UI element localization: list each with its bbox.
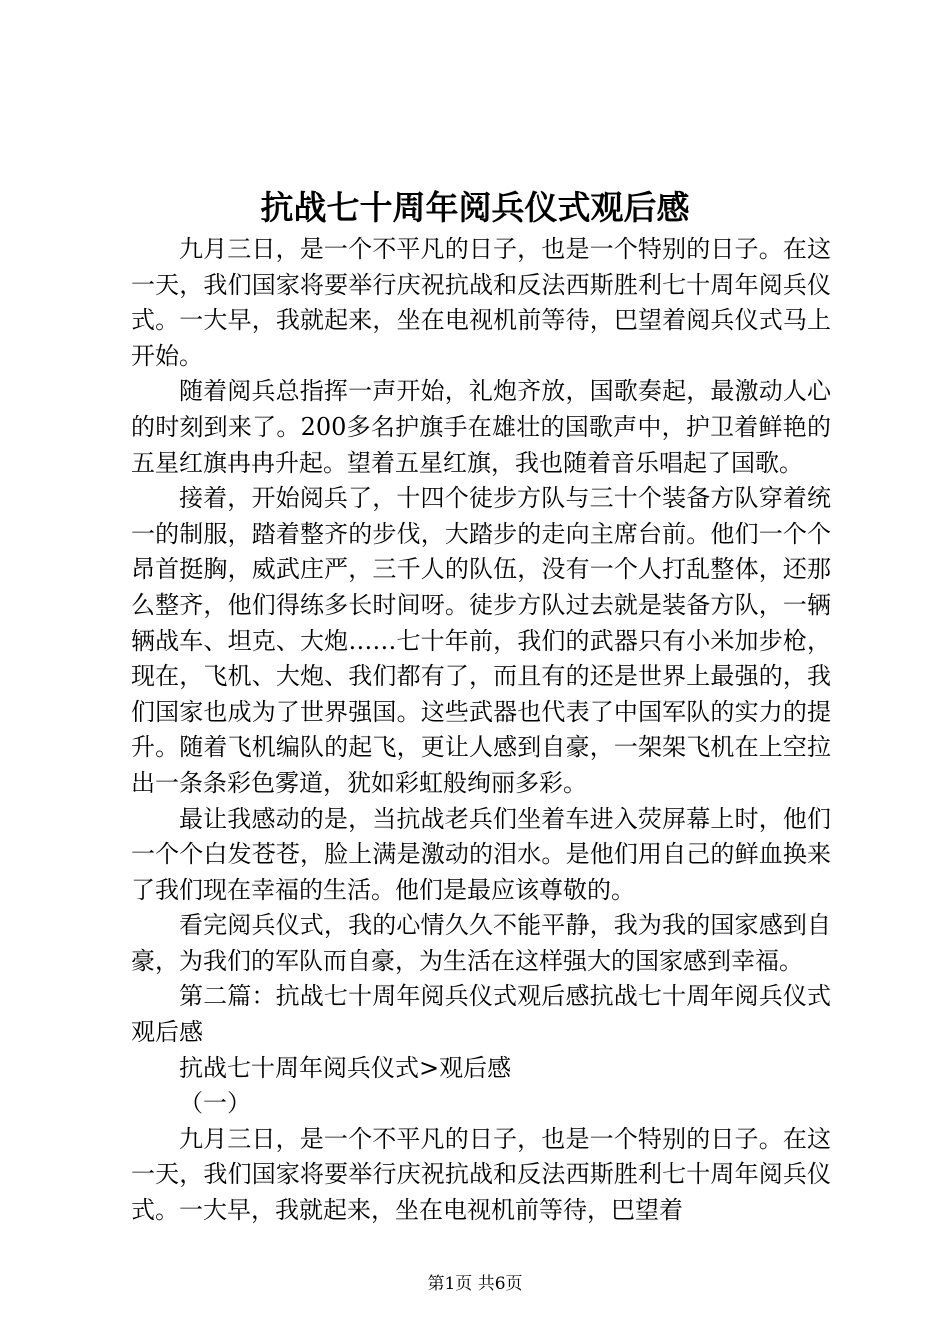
section-marker: （一） — [179, 1089, 251, 1118]
document-title: 抗战七十周年阅兵仪式观后感 — [260, 188, 690, 227]
second-article-heading: 第二篇：抗战七十周年阅兵仪式观后感抗战七十周年阅兵仪式观后感 — [131, 982, 831, 1047]
paragraph-5: 看完阅兵仪式，我的心情久久不能平静，我为我的国家感到自豪，为我们的军队而自豪，为生活在这样强大的国家感到幸福。 — [131, 911, 831, 975]
paragraph-1: 九月三日，是一个不平凡的日子，也是一个特别的日子。在这一天，我们国家将要举行庆祝抗战和反法西斯胜利七十周年阅兵仪式。一大早，我就起来，坐在电视机前等待，巴望着阅兵仪式马上开始。 — [131, 235, 831, 370]
paragraph-final: 九月三日，是一个不平凡的日子，也是一个特别的日子。在这一天，我们国家将要举行庆祝抗战和反法西斯胜利七十周年阅兵仪式。一大早，我就起来，坐在电视机前等待，巴望着 — [131, 1124, 831, 1225]
paragraph-2: 随着阅兵总指挥一声开始，礼炮齐放，国歌奏起，最激动人心的时刻到来了。200多名护旗手在雄壮的国歌声中，护卫着鲜艳的五星红旗冉冉升起。望着五星红旗，我也随着音乐唱起了国歌。 — [131, 377, 831, 477]
paragraph-3: 接着，开始阅兵了，十四个徒步方队与三十个装备方队穿着统一的制服，踏着整齐的步伐，大踏步的走向主席台前。他们一个个昂首挺胸，威武庄严，三千人的队伍，没有一个人打乱整体，还那么整齐，他们得练多长时间呀。徒步方队过去就是装备方队，一辆辆战车、坦克、大炮……七十年前，我们的武器只有小米加步枪，现在，飞机、大炮、我们都有了，而且有的还是世界上最强的，我们国家也成为了世界强国。这些武器也代表了中国军队的实力的提升。随着飞机编队的起飞，更让人感到自豪，一架架飞机在上空拉出一条条彩色雾道，犹如彩虹般绚丽多彩。 — [131, 484, 831, 797]
document-body — [131, 232, 831, 1229]
page-footer: 第1页 共6页 — [427, 1274, 523, 1294]
paragraph-4: 最让我感动的是，当抗战老兵们坐着车进入荧屏幕上时，他们一个个白发苍苍，脸上满是激动的泪水。是他们用自己的鲜血换来了我们现在幸福的生活。他们是最应该尊敬的。 — [131, 804, 831, 904]
subheading: 抗战七十周年阅兵仪式>观后感 — [179, 1053, 512, 1082]
